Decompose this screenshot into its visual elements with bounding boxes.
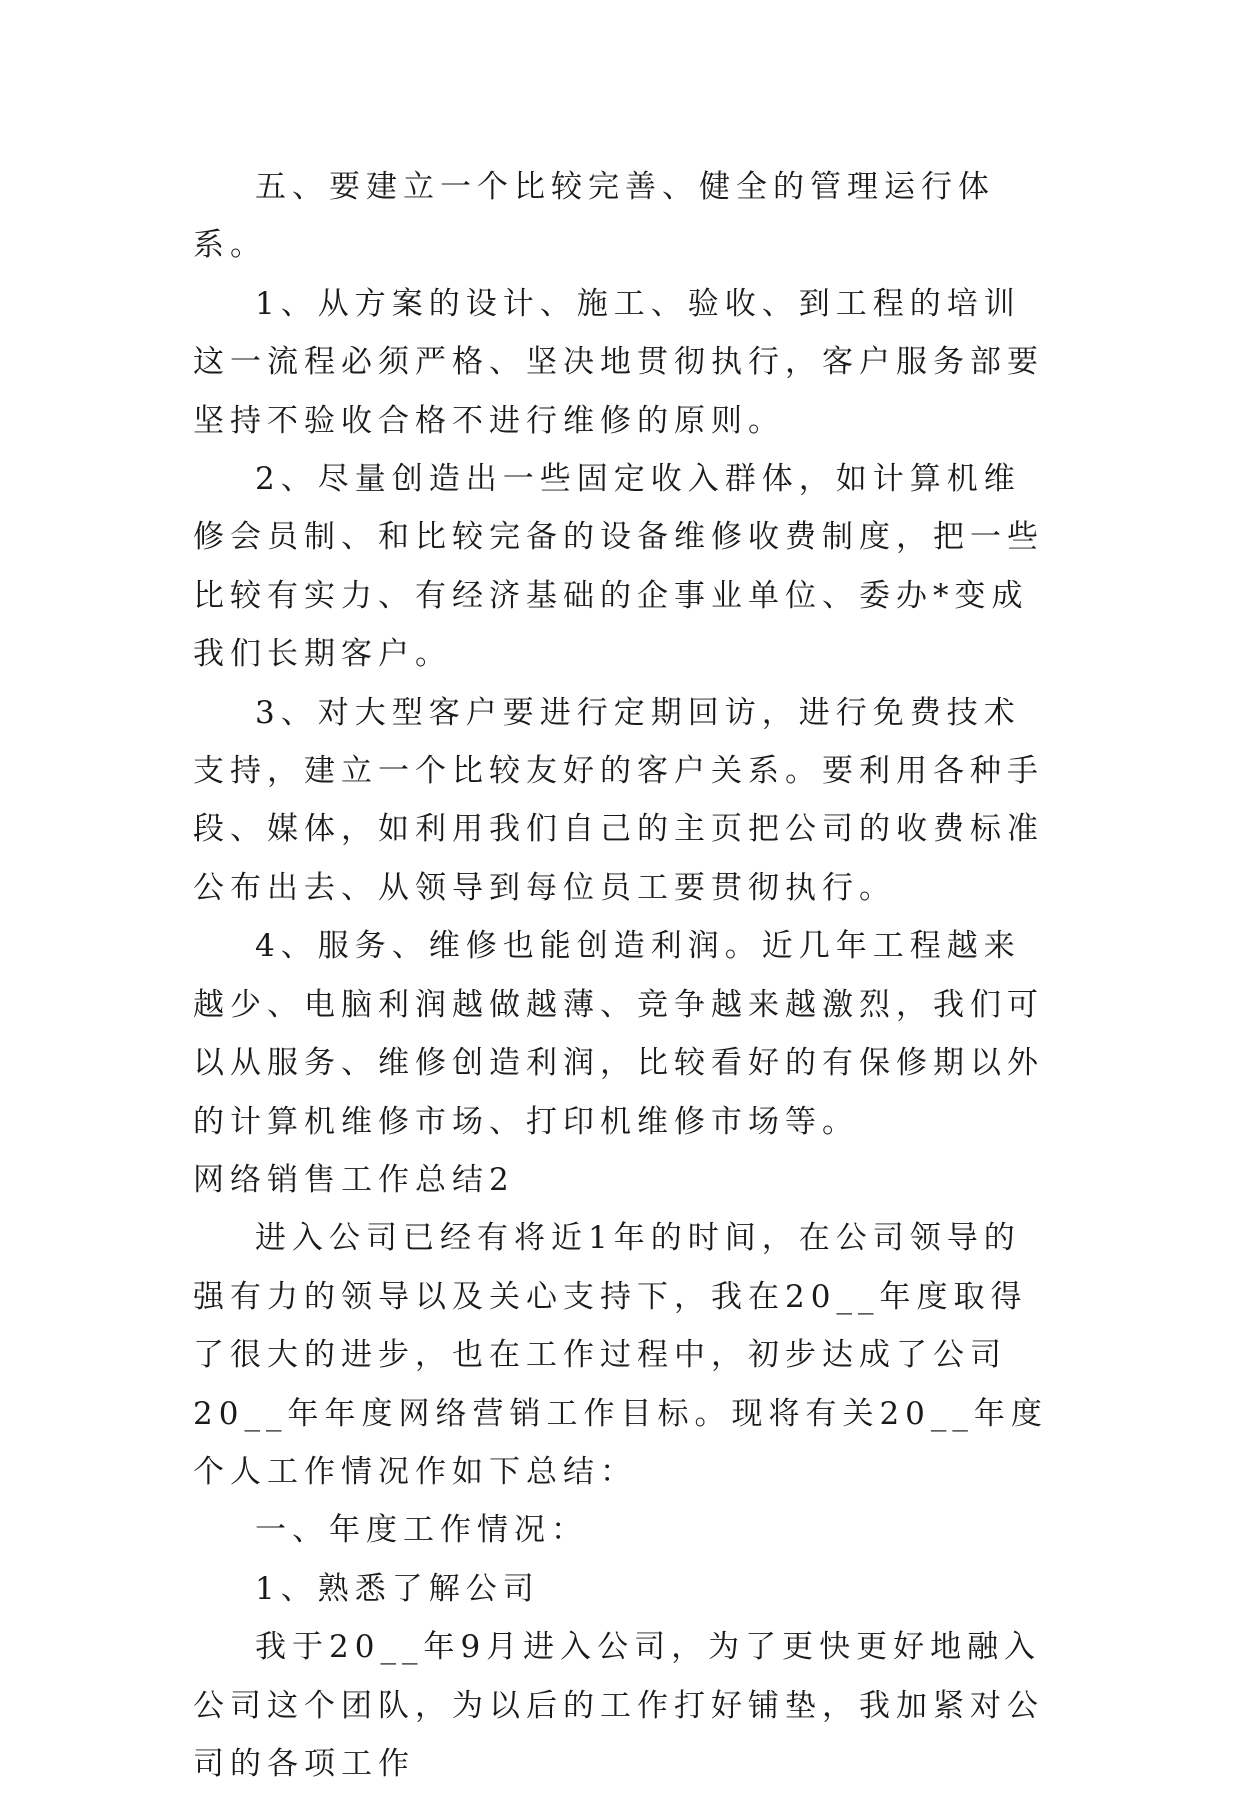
paragraph-item-2: 2、尽量创造出一些固定收入群体，如计算机维修会员制、和比较完备的设备维修收费制度，把一些比较有实力、有经济基础的企事业单位、委办*变成我们长期客户。 — [193, 461, 1044, 673]
document-body — [193, 158, 1053, 1793]
paragraph-subheading-know-company: 1、熟悉了解公司 — [255, 1570, 540, 1607]
section-title: 网络销售工作总结2 — [193, 1161, 515, 1198]
paragraph-item-1: 1、从方案的设计、施工、验收、到工程的培训这一流程必须严格、坚决地贯彻执行，客户服务部要坚持不验收合格不进行维修的原则。 — [193, 285, 1044, 439]
paragraph-heading-annual-work: 一、年度工作情况： — [255, 1512, 588, 1549]
paragraph-intro: 进入公司已经有将近1年的时间，在公司领导的强有力的领导以及关心支持下，我在20__年度取得了很大的进步，也在工作过程中，初步达成了公司20__年年度网络营销工作目标。现将有关20__年度个人工作情况作如下总结： — [193, 1220, 1048, 1490]
paragraph-item-4: 4、服务、维修也能创造利润。近几年工程越来越少、电脑利润越做越薄、竞争越来越激烈，我们可以从服务、维修创造利润，比较看好的有保修期以外的计算机维修市场、打印机维修市场等。 — [193, 928, 1044, 1140]
paragraph-section-five-heading: 五、要建立一个比较完善、健全的管理运行体系。 — [193, 169, 995, 264]
paragraph-joining-company: 我于20__年9月进入公司，为了更快更好地融入公司这个团队，为以后的工作打好铺垫，我加紧对公司的各项工作 — [193, 1629, 1044, 1782]
paragraph-item-3: 3、对大型客户要进行定期回访，进行免费技术支持，建立一个比较友好的客户关系。要利用各种手段、媒体，如利用我们自己的主页把公司的收费标准公布出去、从领导到每位员工要贯彻执行。 — [193, 694, 1044, 906]
